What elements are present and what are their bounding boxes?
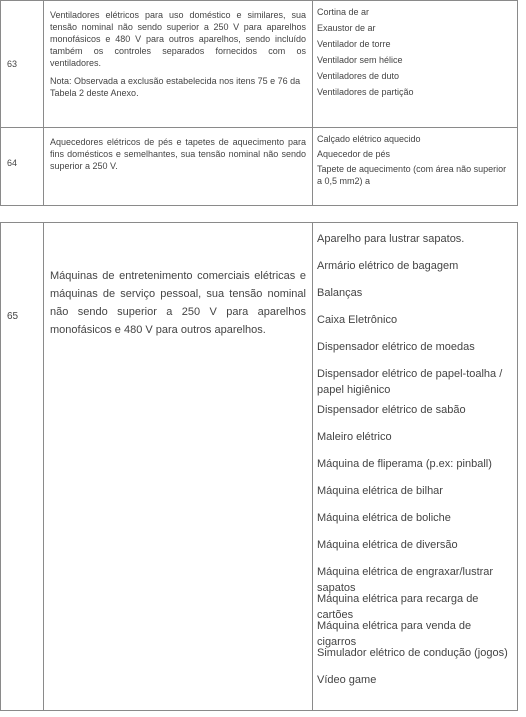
list-item: Máquina elétrica de boliche (317, 512, 451, 524)
list-item: Exaustor de ar (317, 23, 376, 33)
list-item: Ventilador de torre (317, 39, 391, 49)
list-item: Cortina de ar (317, 7, 370, 17)
list-item: Maleiro elétrico (317, 431, 392, 443)
list-item: Ventilador sem hélice (317, 55, 403, 65)
table-bottom (0, 222, 518, 711)
table-row (1, 223, 518, 711)
list-item: Aquecedor de pés (317, 149, 391, 159)
list-item: Ventiladores de duto (317, 71, 400, 81)
list-item: Calçado elétrico aquecido (317, 134, 421, 144)
description-text: Aquecedores elétricos de pés e tapetes de aquecimento para fins domésticos e semelhantes, sua tensão nominal não sendo superior a 250 V. (50, 137, 306, 171)
row-description (44, 128, 313, 206)
list-item: Aparelho para lustrar sapatos. (317, 233, 465, 245)
list-item: Simulador elétrico de condução (jogos) (317, 647, 508, 659)
list-item: Tapete de aquecimento (com área não superior a 0,5 mm2) a (317, 164, 507, 186)
list-item: Vídeo game (317, 674, 377, 686)
row-description (44, 1, 313, 128)
table-top (0, 0, 518, 206)
list-item: Máquina elétrica de diversão (317, 539, 458, 551)
list-item: Máquina elétrica de engraxar/lustrar sapatos (317, 566, 494, 594)
row-number: 63 (1, 1, 44, 128)
list-item: Dispensador elétrico de moedas (317, 341, 475, 353)
row-number: 64 (1, 128, 44, 206)
row-items (313, 223, 518, 711)
description-text: Máquinas de entretenimento comerciais elétricas e máquinas de serviço pessoal, sua tensão nominal não sendo superior a 250 V para aparelhos monofásicos e 480 V para outros aparelhos. (50, 270, 306, 336)
row-description (44, 223, 313, 711)
list-item: Ventiladores de partição (317, 87, 414, 97)
description-note: Nota: Observada a exclusão estabelecida nos itens 75 e 76 da Tabela 2 deste Anexo. (50, 76, 301, 98)
row-items (313, 128, 518, 206)
list-item: Dispensador elétrico de papel-toalha / papel higiênico (317, 368, 503, 396)
list-item: Máquina de fliperama (p.ex: pinball) (317, 458, 492, 470)
list-item: Dispensador elétrico de sabão (317, 404, 466, 416)
description-text: Ventiladores elétricos para uso doméstico e similares, sua tensão nominal não sendo superior a 250 V para aparelhos monofásicos e 480 V para outros aparelhos, sendo incluído também os controles separados fornecidos com os ventiladores. (50, 10, 306, 68)
row-items (313, 1, 518, 128)
table-row (1, 128, 518, 206)
row-number: 65 (1, 223, 44, 711)
list-item: Máquina elétrica para venda de cigarros (317, 620, 472, 648)
list-item: Máquina elétrica para recarga de cartões (317, 593, 479, 621)
list-item: Máquina elétrica de bilhar (317, 485, 443, 497)
list-item: Caixa Eletrônico (317, 314, 398, 326)
list-item: Balanças (317, 287, 363, 299)
table-row (1, 1, 518, 128)
list-item: Armário elétrico de bagagem (317, 260, 459, 272)
